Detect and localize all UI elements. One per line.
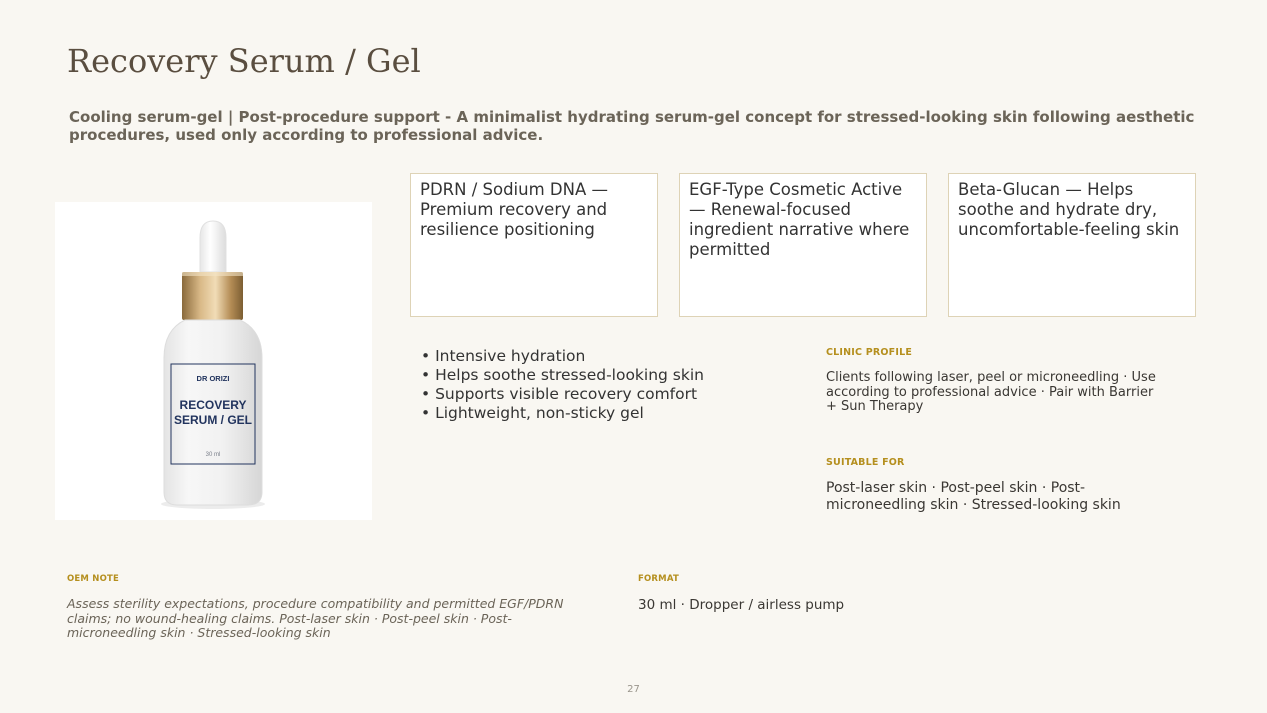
product-image — [55, 202, 372, 520]
suitable-for-text: Post-laser skin · Post-peel skin · Post-microneedling skin · Stressed-looking skin — [826, 480, 1121, 513]
serum-bottle-illustration — [55, 202, 372, 520]
oem-note-text: Assess sterility expectations, procedure compatibility and permitted EGF/PDRN claims; no wound-healing claims. Post-laser skin · Post-peel skin · Post-microneedling skin · Stressed-looking skin — [67, 596, 564, 640]
ingredient-card-pdrn: PDRN / Sodium DNA — Premium recovery and resilience positioning — [410, 173, 658, 317]
oem-note-label: OEM NOTE — [67, 574, 119, 584]
benefit-item: • Lightweight, non-sticky gel — [421, 404, 704, 423]
ingredient-card-egf: EGF-Type Cosmetic Active — Renewal-focused ingredient narrative where permitted — [679, 173, 927, 317]
format-text: 30 ml · Dropper / airless pump — [638, 597, 845, 613]
bottle-name-line1: RECOVERY — [179, 398, 247, 412]
benefit-item: • Intensive hydration — [421, 347, 704, 366]
bottle-volume: 30 ml — [205, 452, 221, 458]
page-number: 27 — [627, 684, 640, 695]
slide-title: Recovery Serum / Gel — [67, 42, 421, 80]
clinic-profile-text: Clients following laser, peel or microneedling · Use according to professional advice · Pair with Barrier + Sun Therapy — [826, 370, 1156, 414]
ingredient-card-beta-glucan: Beta-Glucan — Helps soothe and hydrate dry, uncomfortable-feeling skin — [948, 173, 1196, 317]
benefit-item: • Supports visible recovery comfort — [421, 385, 704, 404]
bottle-brand: DR ORIZI — [196, 374, 230, 383]
bottle-name-line2: SERUM / GEL — [173, 413, 253, 427]
benefits-list — [421, 347, 704, 423]
clinic-profile-label: CLINIC PROFILE — [826, 347, 913, 358]
benefit-item: • Helps soothe stressed-looking skin — [421, 366, 704, 385]
format-label: FORMAT — [638, 574, 679, 584]
slide-subtitle: Cooling serum-gel | Post-procedure support - A minimalist hydrating serum-gel concept for stressed-looking skin following aesthetic procedures, used only according to professional advice. — [69, 108, 1195, 144]
suitable-for-label: SUITABLE FOR — [826, 457, 905, 468]
